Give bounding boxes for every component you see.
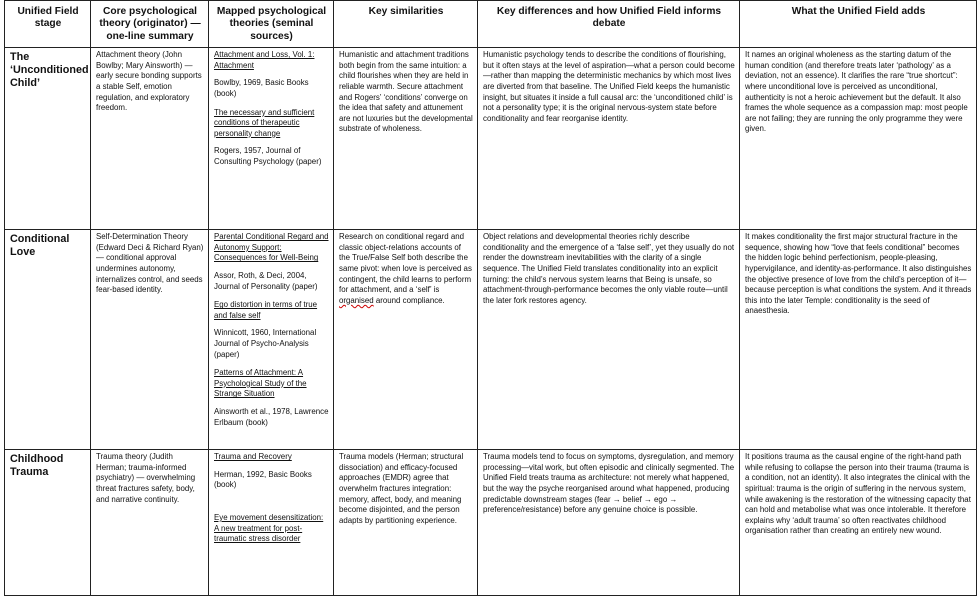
core-theory-cell: Trauma theory (Judith Herman; trauma-informed psychiatry) — overwhelming threat fractures safety, body, and narrative continuity. (91, 450, 209, 596)
adds-cell: It makes conditionality the first major structural fracture in the sequence, showing how “love that feels conditional” becomes the hidden logic behind perfectionism, people-pleasing, hypervigilance, and identity-as-performance. It also distinguishes the objective presence of love from the child’s perception of it—because perception is what conditions the system. And it threads this into the later Temple: conditionality is the seed of anaesthesia. (740, 230, 977, 450)
differences-cell: Trauma models tend to focus on symptoms, dysregulation, and memory processing—vital work, but often episodic and clinically segmented. The Unified Field treats trauma as architecture: not merely what happened, but the way the psyche reorganised around what happened, producing predictable downstream stages (fear → belief → ego → preference/resistance) before any genuine choice is possible. (478, 450, 740, 596)
adds-cell: It positions trauma as the causal engine of the right-hand path while refusing to collapse the person into their trauma (trauma is a condition, not an identity). It also integrates the clinical with the spiritual: trauma is the origin of suffering in the nervous system, while awakening is the restoration of the witnessing capacity that can hold and metabolise what was once intolerable. It therefore explains why ‘adult trauma’ so often reactivates childhood organisation rather than creating an entirely new wound. (740, 450, 977, 596)
header-differences: Key differences and how Unified Field informs debate (478, 1, 740, 48)
source-title[interactable]: Ego distortion in terms of true and false self (214, 300, 318, 320)
header-core-theory: Core psychological theory (originator) — one-line summary (91, 1, 209, 48)
core-theory-cell: Self-Determination Theory (Edward Deci & Richard Ryan) — conditional approval undermines autonomy, internalizes control, and seeds fear-based identity. (91, 230, 209, 450)
sources-cell (209, 450, 334, 596)
stage-cell: The ‘Unconditioned Child’ (5, 48, 91, 230)
source-citation: Bowlby, 1969, Basic Books (book) (214, 78, 309, 98)
source-title[interactable]: Eye movement desensitization: A new treatment for post-traumatic stress disorder (214, 513, 324, 544)
header-mapped-theories: Mapped psychological theories (seminal sources) (209, 1, 334, 48)
spellcheck-flagged-word: organised (339, 295, 374, 305)
source-title[interactable]: The necessary and sufficient conditions of therapeutic personality change (214, 107, 315, 138)
source-citation: Assor, Roth, & Deci, 2004, Journal of Personality (paper) (214, 271, 318, 291)
similarities-cell (334, 230, 478, 450)
stage-cell: Conditional Love (5, 230, 91, 450)
differences-cell: Object relations and developmental theories richly describe conditionality and the emergence of a ‘false self’, yet they usually do not render the downstream inevitabilities with the clarity of a single sequence. The Unified Field translates conditionality into an explicit turning: the child’s nervous system learns that Being is unsafe, so attachment-through-performance becomes the only viable route—until the later fork restores agency. (478, 230, 740, 450)
core-theory-cell: Attachment theory (John Bowlby; Mary Ainsworth) — early secure bonding supports a stable Self, emotion regulation, and exploratory freedom. (91, 48, 209, 230)
source-title[interactable]: Trauma and Recovery (214, 452, 292, 462)
sources-cell (209, 48, 334, 230)
header-similarities: Key similarities (334, 1, 478, 48)
source-title[interactable]: Patterns of Attachment: A Psychological Study of the Strange Situation (214, 368, 307, 399)
source-citation: Herman, 1992, Basic Books (book) (214, 469, 312, 490)
comparison-table-frame (4, 0, 976, 544)
adds-cell: It names an original wholeness as the starting datum of the human condition (and therefore treats later ‘pathology’ as a deviation, not an essence). It clarifies the rare “true shortcut”: where unconditional love is perceived as unconditional, authenticity is not a heroic achievement but the default. It also frames the whole sequence as a compassion map: most people are not failing; they are running the only programme they were given. (740, 48, 977, 230)
comparison-table (4, 0, 977, 596)
source-citation: Ainsworth et al., 1978, Lawrence Erlbaum (book) (214, 406, 329, 427)
sources-cell (209, 230, 334, 450)
table-row (5, 48, 977, 230)
differences-cell: Humanistic psychology tends to describe the conditions of flourishing, but it often stays at the level of aspiration—what a person could become—rather than mapping the deterministic mechanics by which most lives are diverted from that baseline. The Unified Field keeps the humanistic insight, but situates it inside a full causal arc: the ‘unconditioned child’ is not a personality type; it is the original nervous-system state before conditionality and fear reorganise identity. (478, 48, 740, 230)
header-stage: Unified Field stage (5, 1, 91, 48)
source-citation: Winnicott, 1960, International Journal of Psycho-Analysis (paper) (214, 328, 317, 359)
similarities-text: around compliance. (373, 295, 445, 305)
similarities-cell: Humanistic and attachment traditions both begin from the same intuition: a child flourishes when they are held in reliable warmth. Secure attachment and Rogers’ ‘conditions’ converge on the idea that safety and attunement are not luxuries but the developmental substrate of wholeness. (334, 48, 478, 230)
table-row (5, 450, 977, 596)
source-citation: Rogers, 1957, Journal of Consulting Psychology (paper) (214, 146, 322, 166)
source-title[interactable]: Attachment and Loss, Vol. 1: Attachment (214, 50, 315, 70)
similarities-text: Research on conditional regard and classic object-relations accounts of the True/False Self both describe the same pivot: when love is perceived as contingent, the child learns to perform for attachment, and a ‘self’ is (339, 232, 472, 295)
header-adds: What the Unified Field adds (740, 1, 977, 48)
similarities-cell: Trauma models (Herman; structural dissociation) and efficacy-focused approaches (EMDR) agree that overwhelm fractures integration: memory, affect, body, and meaning become disjointed, and the person adapts by partitioning experience. (334, 450, 478, 596)
source-title[interactable]: Parental Conditional Regard and Autonomy Support: Consequences for Well-Being (214, 232, 329, 263)
header-row (5, 1, 977, 48)
table-row (5, 230, 977, 450)
stage-cell: Childhood Trauma (5, 450, 91, 596)
